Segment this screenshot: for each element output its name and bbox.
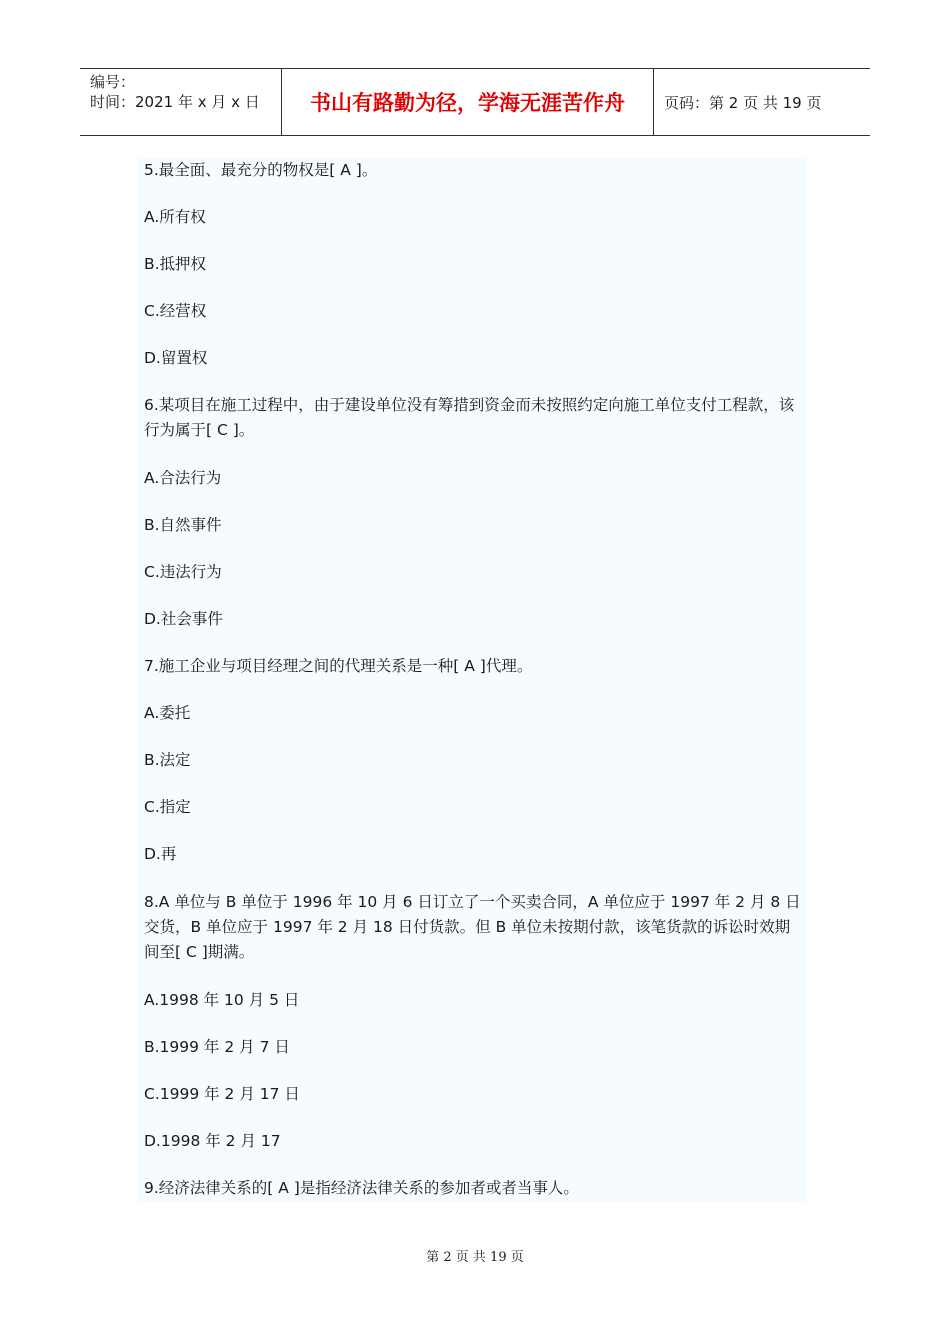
option-5c: C.经营权 (144, 302, 207, 320)
option-7a: A.委托 (144, 704, 191, 722)
option-6c: C.违法行为 (144, 563, 222, 581)
option-8b: B.1999 年 2 月 7 日 (144, 1038, 290, 1056)
option-8c: C.1999 年 2 月 17 日 (144, 1085, 300, 1103)
option-5a: A.所有权 (144, 208, 206, 226)
option-6a: A.合法行为 (144, 469, 222, 487)
question-9: 9.经济法律关系的[ A ]是指经济法律关系的参加者或者当事人。 (144, 1179, 579, 1197)
option-6d: D.社会事件 (144, 610, 223, 628)
question-8: 8.A 单位与 B 单位于 1996 年 10 月 6 日订立了一个买卖合同，A 单位应于 1997 年 2 月 8 日交货，B 单位应于 1997 年 2 月 18 日付货款。但 B 单位未按期付款，该笔货款的诉讼时效期间至[ C ]期满。 (144, 893, 801, 961)
document-date: 时间：2021 年 x 月 x 日 (90, 93, 260, 111)
header-motto: 书山有路勤为径，学海无涯苦作舟 (282, 69, 654, 135)
page-header (80, 68, 870, 136)
option-8a: A.1998 年 10 月 5 日 (144, 991, 300, 1009)
header-page-info: 页码：第 2 页 共 19 页 (664, 93, 822, 112)
option-6b: B.自然事件 (144, 516, 222, 534)
header-meta (80, 69, 282, 135)
question-5: 5.最全面、最充分的物权是[ A ]。 (144, 161, 378, 179)
document-number-label: 编号： (90, 73, 136, 91)
option-5d: D.留置权 (144, 349, 208, 367)
page-footer: 第 2 页 共 19 页 (426, 1250, 524, 1265)
question-content (138, 158, 806, 1202)
option-7d: D.再 (144, 845, 177, 863)
option-7c: C.指定 (144, 798, 191, 816)
question-6: 6.某项目在施工过程中，由于建设单位没有筹措到资金而未按照约定向施工单位支付工程款，该行为属于[ C ]。 (144, 396, 795, 439)
question-7: 7.施工企业与项目经理之间的代理关系是一种[ A ]代理。 (144, 657, 533, 675)
option-8d: D.1998 年 2 月 17 (144, 1132, 281, 1150)
option-7b: B.法定 (144, 751, 191, 769)
option-5b: B.抵押权 (144, 255, 207, 273)
